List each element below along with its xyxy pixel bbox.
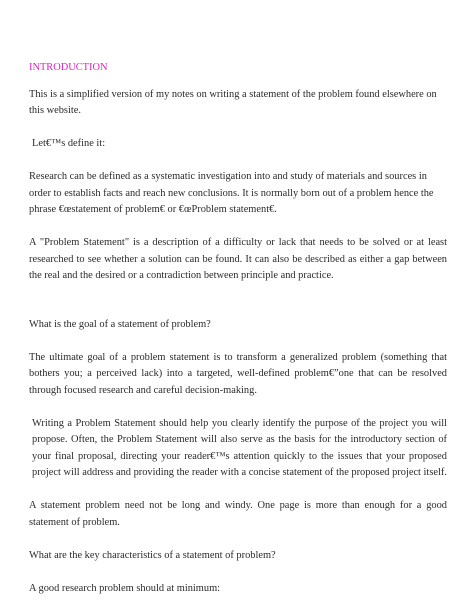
document-body	[29, 60, 447, 614]
subheading-characteristics: What are the key characteristics of a statement of problem?	[29, 549, 276, 561]
paragraph-length: A statement problem need not be long and windy. One page is more than enough for a good statement of problem.	[29, 500, 447, 528]
paragraph-writing: Writing a Problem Statement should help you clearly identify the purpose of the project you will propose. Often, the Problem Statement will also serve as the basis for the introductory section of your final proposal, directing your reader€™s attention quickly to the issues that your proposed project will address and providing the reader with a concise statement of the proposed project itself.	[32, 417, 447, 478]
paragraph-problem-statement: A "Problem Statement" is a description of a difficulty or lack that needs to be solved or at least researched to see whether a solution can be found. It can also be described as either a gap between the real and the desired or a contradiction between principle and practice.	[29, 237, 447, 281]
paragraph-goal: The ultimate goal of a problem statement is to transform a generalized problem (something that bothers you; a perceived lack) into a targeted, well-defined problem€”one that can be resolved through focused research and careful decision-making.	[29, 351, 447, 396]
paragraph-define: Let€™s define it:	[32, 138, 106, 149]
paragraph-research-definition: Research can be defined as a systematic investigation into and study of materials and sources in order to establish facts and reach new conclusions. It is normally born out of a problem hence the phrase €œstatement of problem€ or €œProblem statement€.	[29, 171, 434, 215]
subheading-goal: What is the goal of a statement of problem?	[29, 318, 211, 330]
section-heading: INTRODUCTION	[29, 62, 108, 73]
paragraph-intro: This is a simplified version of my notes on writing a statement of the problem found elsewhere on this website.	[29, 88, 437, 116]
paragraph-minimum: A good research problem should at minimum:	[29, 582, 221, 594]
